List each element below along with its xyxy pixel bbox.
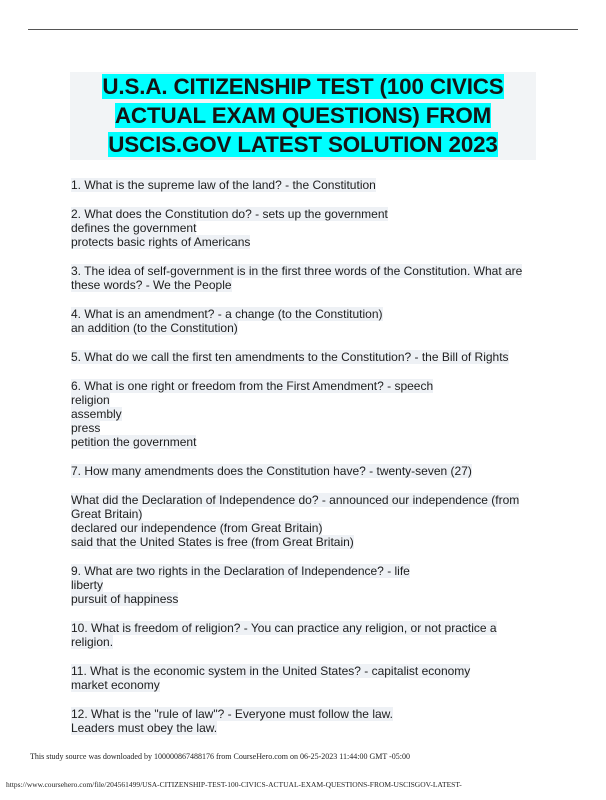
line-text: 10. What is freedom of religion? - You can practice any religion, or not practice a [71, 621, 497, 635]
question-text [71, 264, 541, 278]
line-text: Leaders must obey the law. [71, 721, 218, 735]
question-text [71, 664, 541, 678]
line-text: press [71, 421, 101, 435]
answer-line [71, 507, 541, 521]
line-text: assembly [71, 407, 122, 421]
top-divider [28, 29, 578, 30]
question-item [71, 264, 541, 292]
source-url[interactable]: https://www.coursehero.com/file/204561499/USA-CITIZENSHIP-TEST-100-CIVICS-ACTUAL-EXAM-QUESTIONS-FROM-USCISGOV-LATEST- [6, 780, 462, 789]
line-text: protects basic rights of Americans [71, 235, 251, 249]
question-text [71, 207, 541, 221]
document-title: U.S.A. CITIZENSHIP TEST (100 CIVICS ACTUAL EXAM QUESTIONS) FROM USCIS.GOV LATEST SOLUTION 2023 [102, 74, 504, 157]
answer-line [71, 435, 541, 449]
line-text: declared our independence (from Great Britain) [71, 521, 323, 535]
answer-line [71, 635, 541, 649]
line-text: said that the United States is free (from Great Britain) [71, 535, 354, 549]
line-text: 12. What is the "rule of law"? - Everyone must follow the law. [71, 707, 393, 721]
question-text [71, 350, 541, 364]
line-text: market economy [71, 678, 160, 692]
line-text: these words? - We the People [71, 278, 232, 292]
line-text: 5. What do we call the first ten amendments to the Constitution? - the Bill of Rights [71, 350, 509, 364]
question-item [71, 379, 541, 449]
line-text: an addition (to the Constitution) [71, 321, 238, 335]
answer-line [71, 221, 541, 235]
line-text: 4. What is an amendment? - a change (to the Constitution) [71, 307, 383, 321]
question-item [71, 178, 541, 192]
line-text: 7. How many amendments does the Constitution have? - twenty-seven (27) [71, 464, 472, 478]
question-item [71, 564, 541, 606]
question-item [71, 307, 541, 335]
question-list [71, 178, 541, 750]
question-text [71, 178, 541, 192]
answer-line [71, 721, 541, 735]
line-text: defines the government [71, 221, 197, 235]
question-item [71, 707, 541, 735]
line-text: liberty [71, 578, 104, 592]
line-text: religion. [71, 635, 114, 649]
answer-line [71, 321, 541, 335]
question-item [71, 664, 541, 692]
line-text: pursuit of happiness [71, 592, 179, 606]
answer-line [71, 535, 541, 549]
answer-line [71, 407, 541, 421]
answer-line [71, 678, 541, 692]
line-text: 3. The idea of self-government is in the first three words of the Constitution. What are [71, 264, 523, 278]
line-text: religion [71, 393, 110, 407]
question-text [71, 379, 541, 393]
line-text: What did the Declaration of Independence do? - announced our independence (from [71, 493, 520, 507]
line-text: 9. What are two rights in the Declaration of Independence? - life [71, 564, 410, 578]
answer-line [71, 521, 541, 535]
question-text [71, 707, 541, 721]
question-text [71, 564, 541, 578]
question-item [71, 621, 541, 649]
answer-line [71, 235, 541, 249]
answer-line [71, 278, 541, 292]
answer-line [71, 578, 541, 592]
answer-line [71, 592, 541, 606]
line-text: petition the government [71, 435, 197, 449]
question-text [71, 621, 541, 635]
question-item [71, 350, 541, 364]
question-text [71, 493, 541, 507]
line-text: 6. What is one right or freedom from the First Amendment? - speech [71, 379, 434, 393]
question-text [71, 464, 541, 478]
download-notice: This study source was downloaded by 100000867488176 from CourseHero.com on 06-25-2023 11:44:00 GMT -05:00 [30, 752, 410, 761]
question-item [71, 464, 541, 478]
question-text [71, 307, 541, 321]
line-text: 11. What is the economic system in the United States? - capitalist economy [71, 664, 471, 678]
answer-line [71, 421, 541, 435]
question-item [71, 207, 541, 249]
line-text: Great Britain) [71, 507, 143, 521]
title-block [70, 72, 536, 160]
answer-line [71, 393, 541, 407]
line-text: 2. What does the Constitution do? - sets up the government [71, 207, 388, 221]
question-item [71, 493, 541, 549]
line-text: 1. What is the supreme law of the land? - the Constitution [71, 178, 376, 192]
